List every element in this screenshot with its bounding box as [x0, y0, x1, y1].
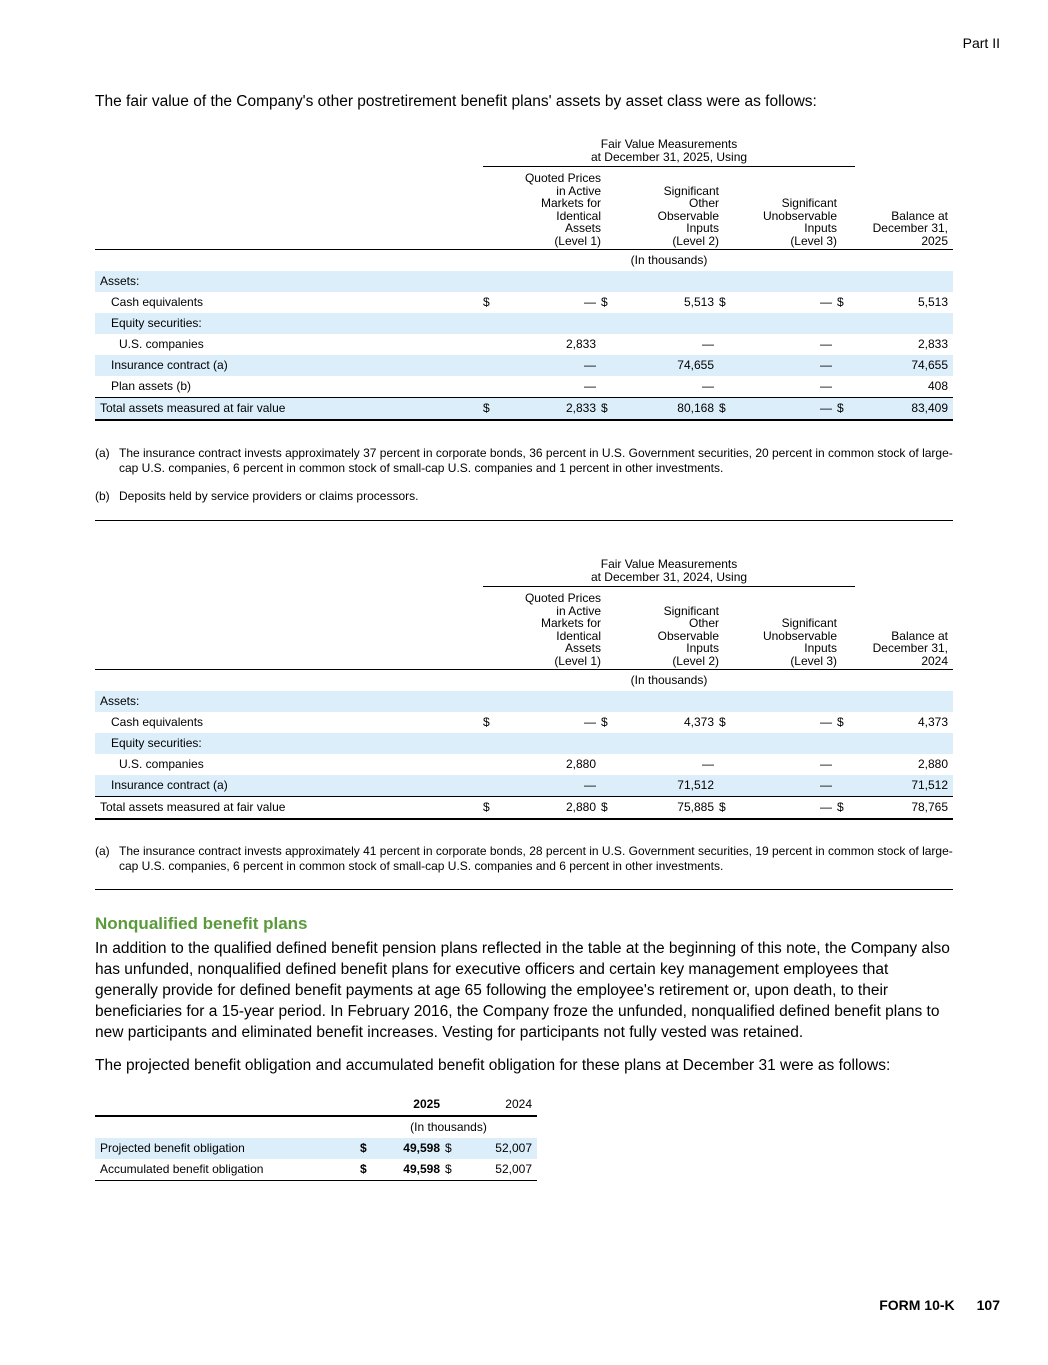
table-row: Accumulated benefit obligation $ 49,598 $ 52,007 — [95, 1159, 537, 1181]
part-label: Part II — [962, 35, 1000, 51]
footnote: (a) The insurance contract invests approximately 41 percent in corporate bonds, 28 percent in U.S. Government securities, 19 percent in common stock of large-cap U.S. companies, 6 percent in common stock of small-cap U.S. companies and 6 percent in other investments. — [95, 844, 953, 873]
page-footer — [857, 1297, 1000, 1313]
col-header-level2: Significant Other Observable Inputs (Level 2) — [601, 167, 719, 250]
group-header: Fair Value Measurements at December 31, 2024, Using — [483, 558, 855, 587]
section-label: Assets: — [95, 271, 483, 292]
footnote: (a) The insurance contract invests approximately 37 percent in corporate bonds, 36 percent in U.S. Government securities, 20 percent in common stock of large-cap U.S. companies, 6 percent in common stock of small-cap U.S. companies and 1 percent in other investments. — [95, 446, 953, 475]
units-label: (In thousands) — [410, 1120, 487, 1134]
table-row: Insurance contract (a) — 71,512 — 71,512 — [95, 775, 953, 797]
table-row: Equity securities: — [95, 733, 953, 754]
form-label: FORM 10-K — [879, 1297, 955, 1313]
table-row: Cash equivalents $ — $ 5,513 $ — $ 5,513 — [111, 295, 949, 309]
col-header-level3: Significant Unobservable Inputs (Level 3) — [719, 587, 837, 670]
table-row: Insurance contract (a) — 74,655 — 74,655 — [95, 355, 953, 376]
units-label: (In thousands) — [630, 253, 708, 267]
fair-value-table-2025 — [95, 138, 953, 421]
table-row: U.S. companies 2,833 — — 2,833 — [119, 337, 949, 351]
fair-value-table-2024 — [95, 558, 953, 820]
body-paragraph: The projected benefit obligation and accumulated benefit obligation for these plans at December 31 were as follows: — [95, 1057, 891, 1074]
group-header: Fair Value Measurements at December 31, 2025, Using — [483, 138, 855, 167]
intro-text: The fair value of the Company's other postretirement benefit plans' assets by asset class were as follows: — [95, 93, 817, 110]
col-header-level3: Significant Unobservable Inputs (Level 3) — [719, 167, 837, 250]
col-header-balance: Balance at December 31, 2024 — [837, 587, 953, 670]
footnote: (b) Deposits held by service providers or claims processors. — [95, 489, 419, 503]
col-header-balance: Balance at December 31, 2025 — [837, 167, 953, 250]
section-label: Assets: — [95, 691, 483, 712]
body-paragraph: In addition to the qualified defined benefit pension plans reflected in the table at the beginning of this note, the Company also has unfunded, nonqualified defined benefit plans for executive officers and certain key management employees that generally provide for defined benefit payments at age 65 following the employee's retirement or, upon death, to their beneficiaries for a 15-year period. In February 2016, the Company froze the unfunded, nonqualified defined benefit plans to new participants and eliminated benefit increases. Vesting for participants not fully vested was retained. — [95, 940, 950, 1041]
table-row: Equity securities: — [95, 313, 953, 334]
benefit-obligation-table — [95, 1094, 537, 1181]
section-heading: Nonqualified benefit plans — [95, 914, 308, 933]
year-header: 2025 — [378, 1094, 445, 1116]
table-row: Projected benefit obligation $ 49,598 $ 52,007 — [95, 1138, 537, 1159]
col-header-level1: Quoted Prices in Active Markets for Identical Assets (Level 1) — [483, 167, 601, 250]
col-header-level1: Quoted Prices in Active Markets for Identical Assets (Level 1) — [483, 587, 601, 670]
col-header-level2: Significant Other Observable Inputs (Level 2) — [601, 587, 719, 670]
table-row: Plan assets (b) — — — 408 — [111, 379, 949, 393]
table-row: Cash equivalents $ — $ 4,373 $ — $ 4,373 — [111, 715, 949, 729]
total-row: Total assets measured at fair value $ 2,880 $ 75,885 $ — $ 78,765 — [95, 797, 953, 820]
divider — [95, 889, 953, 890]
year-header: 2024 — [463, 1094, 537, 1116]
total-row: Total assets measured at fair value $ 2,833 $ 80,168 $ — $ 83,409 — [95, 398, 953, 421]
divider — [95, 520, 953, 521]
units-label: (In thousands) — [630, 673, 708, 687]
page-number: 107 — [976, 1297, 1000, 1313]
table-row: U.S. companies 2,880 — — 2,880 — [119, 757, 949, 771]
